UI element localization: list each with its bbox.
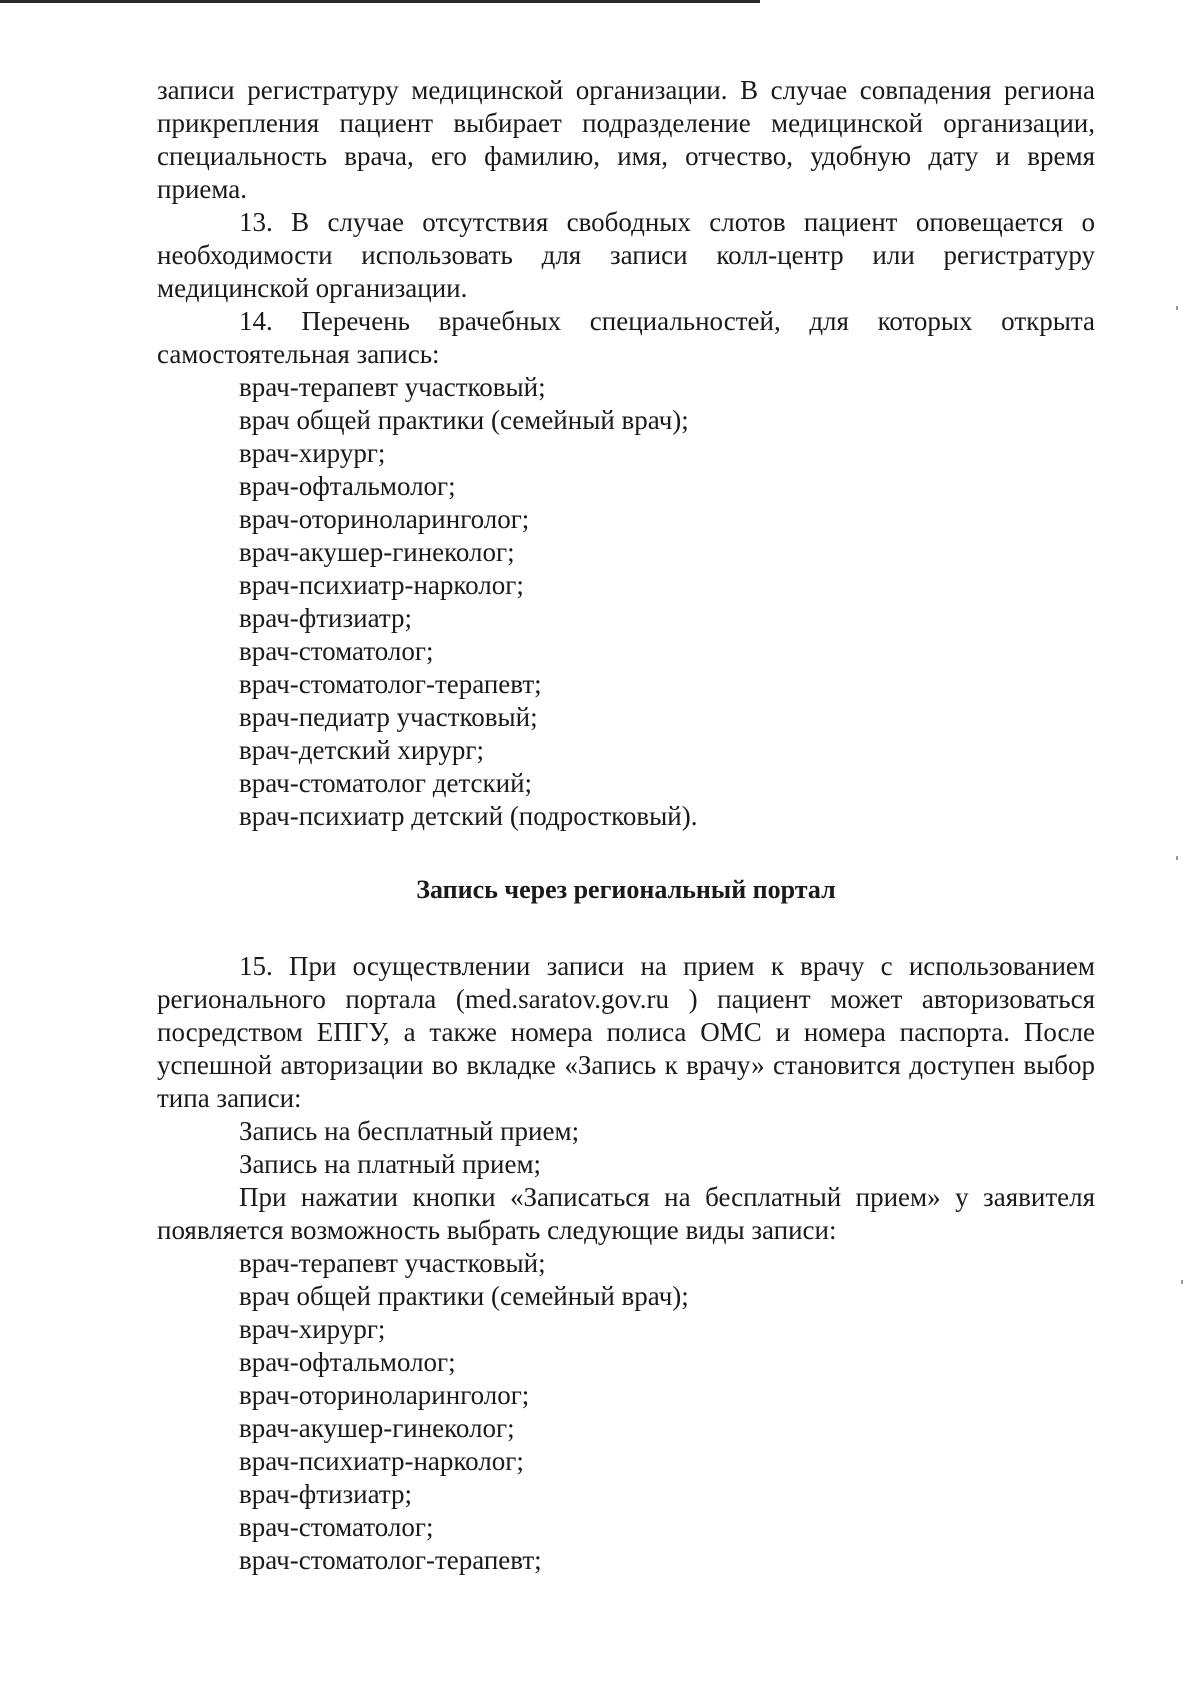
list-item: врач-стоматолог;	[239, 636, 434, 666]
list-item: врач-психиатр-нарколог;	[239, 570, 524, 600]
list-item: врач-стоматолог;	[239, 1512, 434, 1542]
record-kinds-list	[157, 1247, 1095, 1577]
list-item: Запись на платный прием;	[239, 1149, 542, 1179]
list-item: врач-стоматолог-терапевт;	[239, 1545, 542, 1575]
specialties-list	[157, 371, 1095, 833]
document-page	[157, 74, 1095, 1577]
list-item: Запись на бесплатный прием;	[239, 1116, 580, 1146]
list-item: врач-терапевт участковый;	[239, 1248, 546, 1278]
list-item: врач-офтальмолог;	[239, 471, 456, 501]
list-item: врач-стоматолог детский;	[239, 768, 533, 798]
scan-mark	[1176, 306, 1178, 310]
list-item: врач-акушер-гинеколог;	[239, 537, 515, 567]
list-item: врач-оториноларинголог;	[239, 504, 530, 534]
list-item: врач-хирург;	[239, 1314, 386, 1344]
list-item: врач-хирург;	[239, 438, 386, 468]
list-item: врач общей практики (семейный врач);	[239, 1281, 689, 1311]
scan-mark	[1176, 856, 1178, 860]
list-item: врач-педиатр участковый;	[239, 702, 538, 732]
paragraph-14: 14. Перечень врачебных специальностей, для которых открыта самостоятельная запись:	[157, 306, 1095, 369]
paragraph-15: 15. При осуществлении записи на прием к врачу с использованием регионального портала (med.saratov.gov.ru ) пациент может авторизоваться посредством ЕПГУ, а также номера полиса ОМС и номера паспорта. После успешной авторизации во вкладке «Запись к врачу» становится доступен выбор типа записи:	[157, 951, 1095, 1113]
paragraph-continuation: записи регистратуру медицинской организации. В случае совпадения региона прикрепления пациент выбирает подразделение медицинской организации, специальность врача, его фамилию, имя, отчество, удобную дату и время приема.	[157, 75, 1095, 204]
top-rule	[0, 0, 760, 3]
list-item: врач-оториноларинголог;	[239, 1380, 530, 1410]
list-item: врач-фтизиатр;	[239, 603, 412, 633]
scan-mark	[1181, 1280, 1183, 1284]
list-item: врач-детский хирург;	[239, 735, 484, 765]
list-item: врач-психиатр-нарколог;	[239, 1446, 524, 1476]
record-types-list	[157, 1115, 1095, 1181]
section-title: Запись через региональный портал	[416, 875, 836, 904]
list-item: врач-психиатр детский (подростковый).	[239, 801, 698, 831]
list-item: врач-стоматолог-терапевт;	[239, 669, 542, 699]
paragraph-free-appointment: При нажатии кнопки «Записаться на бесплатный прием» у заявителя появляется возможность выбрать следующие виды записи:	[157, 1182, 1095, 1245]
list-item: врач общей практики (семейный врач);	[239, 405, 689, 435]
list-item: врач-офтальмолог;	[239, 1347, 456, 1377]
list-item: врач-акушер-гинеколог;	[239, 1413, 515, 1443]
paragraph-13: 13. В случае отсутствия свободных слотов пациент оповещается о необходимости использовать для записи колл-центр или регистратуру медицинской организации.	[157, 207, 1095, 303]
list-item: врач-терапевт участковый;	[239, 372, 546, 402]
list-item: врач-фтизиатр;	[239, 1479, 412, 1509]
